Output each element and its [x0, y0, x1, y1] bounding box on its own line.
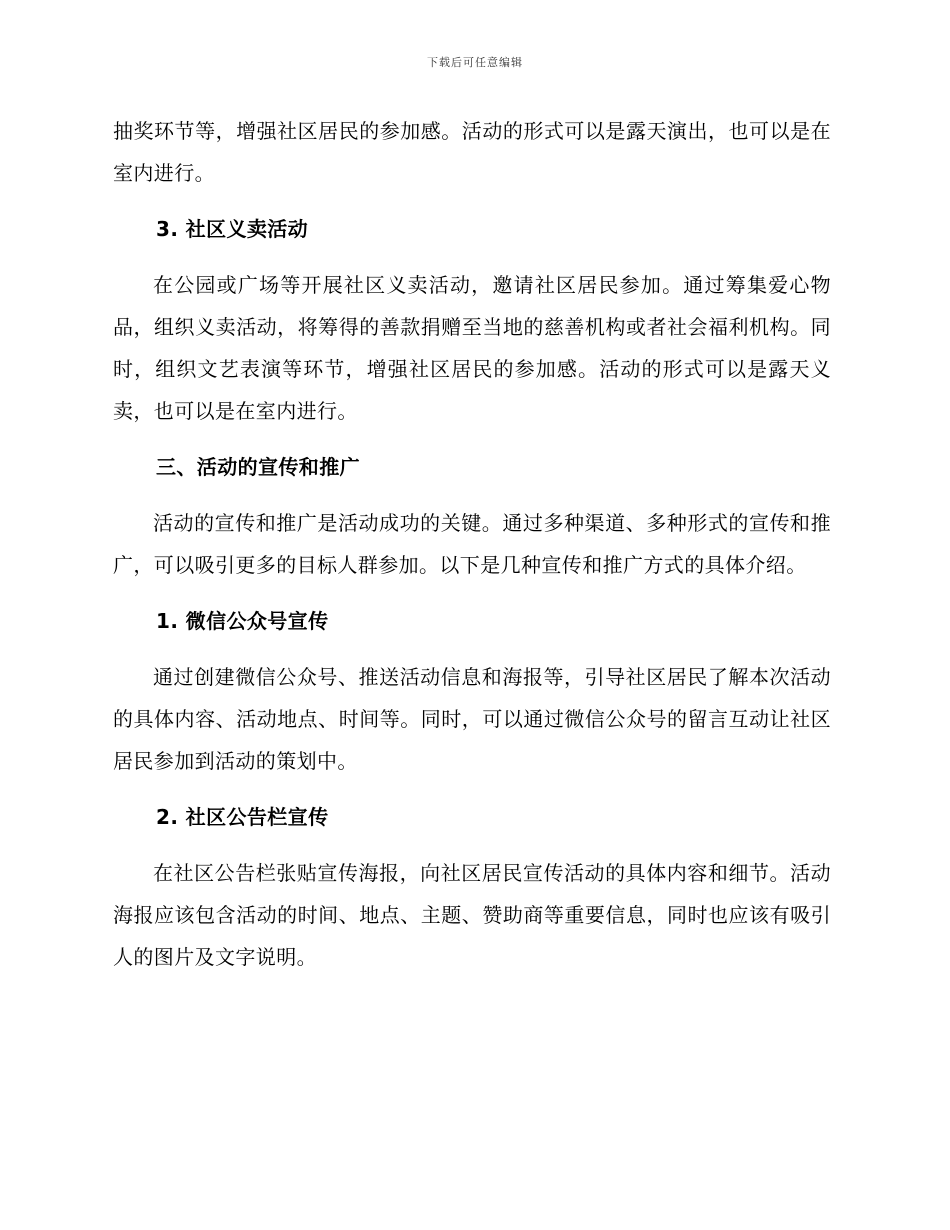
paragraph-promotion: 活动的宣传和推广是活动成功的关键。通过多种渠道、多种形式的宣传和推广，可以吸引更多的目标人群参加。以下是几种宣传和推广方式的具体介绍。 [113, 511, 831, 577]
page-header: 下载后可任意编辑 [427, 56, 523, 69]
section-heading-charity-sale: 3. 社区义卖活动 [156, 217, 309, 241]
section-heading-bulletin-board: 2. 社区公告栏宣传 [156, 805, 329, 829]
paragraph-charity-sale: 在公园或广场等开展社区义卖活动，邀请社区居民参加。通过筹集爱心物品，组织义卖活动，将筹得的善款捐赠至当地的慈善机构或者社会福利机构。同时，组织文艺表演等环节，增强社区居民的参加感。活动的形式可以是露天义卖，也可以是在室内进行。 [113, 273, 831, 423]
paragraph-bulletin-board: 在社区公告栏张贴宣传海报，向社区居民宣传活动的具体内容和细节。活动海报应该包含活动的时间、地点、主题、赞助商等重要信息，同时也应该有吸引人的图片及文字说明。 [113, 861, 831, 969]
section-heading-promotion: 三、活动的宣传和推广 [156, 455, 360, 479]
paragraph-continued: 抽奖环节等，增强社区居民的参加感。活动的形式可以是露天演出，也可以是在室内进行。 [113, 119, 831, 185]
document-body [113, 110, 831, 992]
section-heading-wechat: 1. 微信公众号宣传 [156, 609, 329, 633]
paragraph-wechat: 通过创建微信公众号、推送活动信息和海报等，引导社区居民了解本次活动的具体内容、活动地点、时间等。同时，可以通过微信公众号的留言互动让社区居民参加到活动的策划中。 [113, 665, 831, 773]
